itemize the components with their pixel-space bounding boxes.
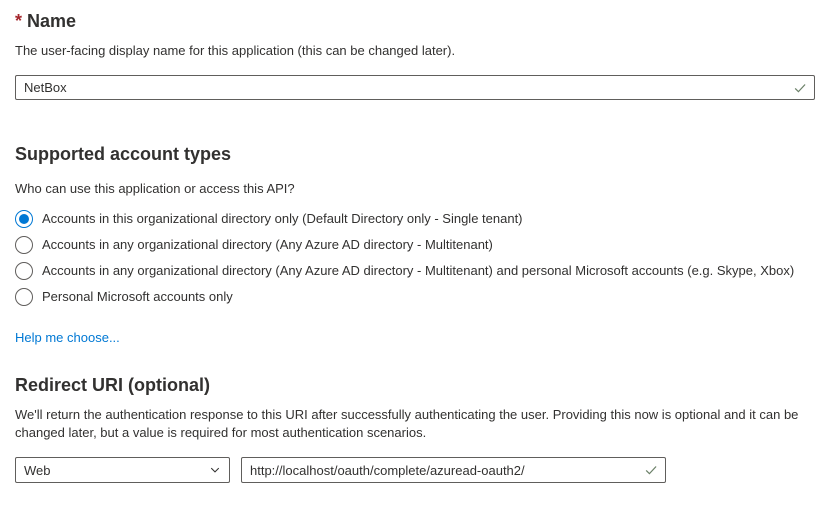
- name-description: The user-facing display name for this application (this can be changed later).: [15, 43, 456, 58]
- radio-button-icon[interactable]: [15, 236, 33, 254]
- platform-select-value: Web: [24, 462, 51, 478]
- redirect-uri-input[interactable]: [250, 463, 639, 478]
- radio-option-multitenant[interactable]: [15, 232, 815, 258]
- required-asterisk: *: [15, 11, 23, 31]
- radio-option-multitenant-personal[interactable]: [15, 258, 815, 284]
- redirect-uri-section: [15, 374, 815, 483]
- radio-option-label: Accounts in any organizational directory (Any Azure AD directory - Multitenant): [42, 237, 493, 252]
- redirect-uri-heading: Redirect URI (optional): [15, 375, 211, 395]
- name-heading: [15, 10, 815, 32]
- radio-option-personal-only[interactable]: [15, 284, 815, 310]
- name-heading-label: Name: [27, 11, 77, 31]
- valid-check-icon: [793, 81, 807, 95]
- name-input[interactable]: [24, 80, 788, 95]
- chevron-down-icon: [209, 464, 221, 476]
- radio-button-icon[interactable]: [15, 288, 33, 306]
- radio-button-icon[interactable]: [15, 210, 33, 228]
- radio-option-single-tenant[interactable]: [15, 206, 815, 232]
- redirect-uri-description: We'll return the authentication response to this URI after successfully authenticating the user. Providing this now is optional and it can be changed later, but a value is required for most authentication scenarios.: [15, 407, 799, 440]
- redirect-uri-controls: [15, 457, 815, 483]
- radio-button-icon[interactable]: [15, 262, 33, 280]
- radio-option-label: Accounts in this organizational directory only (Default Directory only - Single tenant): [42, 211, 523, 226]
- platform-select[interactable]: [15, 457, 230, 483]
- valid-check-icon: [644, 463, 658, 477]
- name-section: [15, 10, 815, 100]
- radio-option-label: Accounts in any organizational directory (Any Azure AD directory - Multitenant) and personal Microsoft accounts (e.g. Skype, Xbox): [42, 263, 795, 278]
- radio-option-label: Personal Microsoft accounts only: [42, 289, 233, 304]
- redirect-uri-input-box: [241, 457, 666, 483]
- account-types-radio-group: [15, 206, 815, 310]
- account-types-question: Who can use this application or access this API?: [15, 181, 295, 196]
- help-me-choose-link[interactable]: Help me choose...: [15, 330, 120, 345]
- supported-account-types-section: [15, 143, 815, 347]
- supported-account-types-heading: Supported account types: [15, 144, 232, 164]
- name-input-box: [15, 75, 815, 100]
